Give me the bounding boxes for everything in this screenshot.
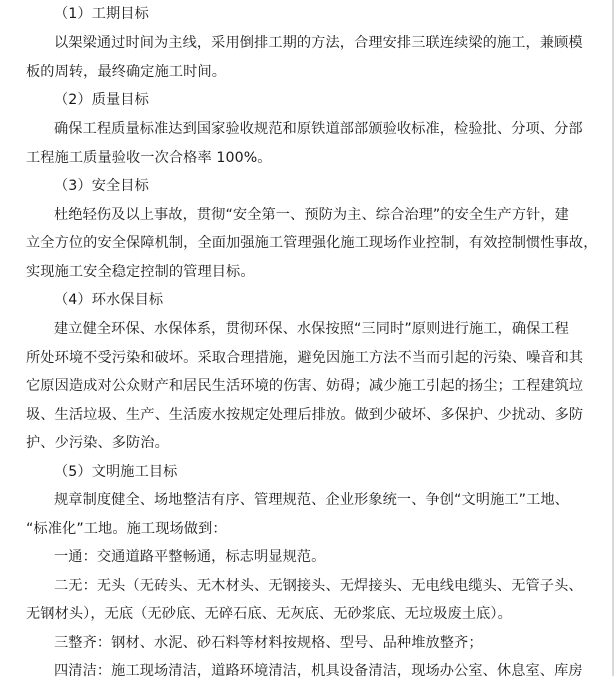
section-5-line-6: 三整齐：钢材、水泥、砂石料等材料按规格、型号、品种堆放整齐； (54, 635, 483, 651)
section-4-line-2: 所处环境不受污染和破坏。采取合理措施，避免因施工方法不当而引起的污染、噪音和其 (26, 350, 584, 366)
section-3-heading: （3）安全目标 (54, 178, 149, 194)
section-2-line-1: 确保工程质量标准达到国家验收规范和原铁道部部颁验收标准，检验批、分项、分部 (54, 121, 583, 137)
section-3-line-1: 杜绝轻伤及以上事故，贯彻“安全第一、预防为主、综合治理”的安全生产方针，建 (54, 207, 569, 223)
section-5-line-3: 一通：交通道路平整畅通，标志明显规范。 (54, 549, 326, 565)
section-1-heading: （1）工期目标 (54, 6, 149, 22)
section-4-line-5: 护、少污染、多防治。 (26, 435, 169, 451)
section-5-line-2: “标准化”工地。施工现场做到： (26, 521, 227, 537)
section-4-line-4: 圾、生活垃圾、生产、生活废水按规定处理后排放。做到少破坏、多保护、少扰动、多防 (26, 407, 584, 423)
section-4-line-3: 它原因造成对公众财产和居民生活环境的伤害、妨碍；减少施工引起的扬尘；工程建筑垃 (26, 378, 584, 394)
section-4-line-1: 建立健全环保、水保体系，贯彻环保、水保按照“三同时”原则进行施工，确保工程 (54, 321, 569, 337)
section-3-line-2: 立全方位的安全保障机制，全面加强施工管理强化施工现场作业控制，有效控制惯性事故， (26, 235, 598, 251)
section-2-heading: （2）质量目标 (54, 92, 149, 108)
section-5-line-7: 四清洁：施工现场清洁，道路环境清洁，机具设备清洁，现场办公室、休息室、库房 (54, 663, 583, 679)
section-5-line-1: 规章制度健全、场地整洁有序、管理规范、企业形象统一、争创“文明施工”工地、 (54, 492, 569, 508)
section-4-heading: （4）环水保目标 (54, 292, 164, 308)
section-3-line-3: 实现施工安全稳定控制的管理目标。 (26, 264, 255, 280)
section-5-line-5: 无钢材头），无底（无砂底、无碎石底、无灰底、无砂浆底、无垃圾废土底）。 (26, 606, 512, 622)
section-5-heading: （5）文明施工目标 (54, 464, 178, 480)
section-1-line-1: 以架梁通过时间为主线，采用倒排工期的方法，合理安排三联连续梁的施工，兼顾模 (54, 35, 583, 51)
section-5-line-4: 二无：无头（无砖头、无木材头、无钢接头、无焊接头、无电线电缆头、无管子头、 (54, 578, 583, 594)
section-1-line-2: 板的周转，最终确定施工时间。 (26, 64, 227, 80)
section-2-line-2: 工程施工质量验收一次合格率 100%。 (26, 150, 272, 166)
